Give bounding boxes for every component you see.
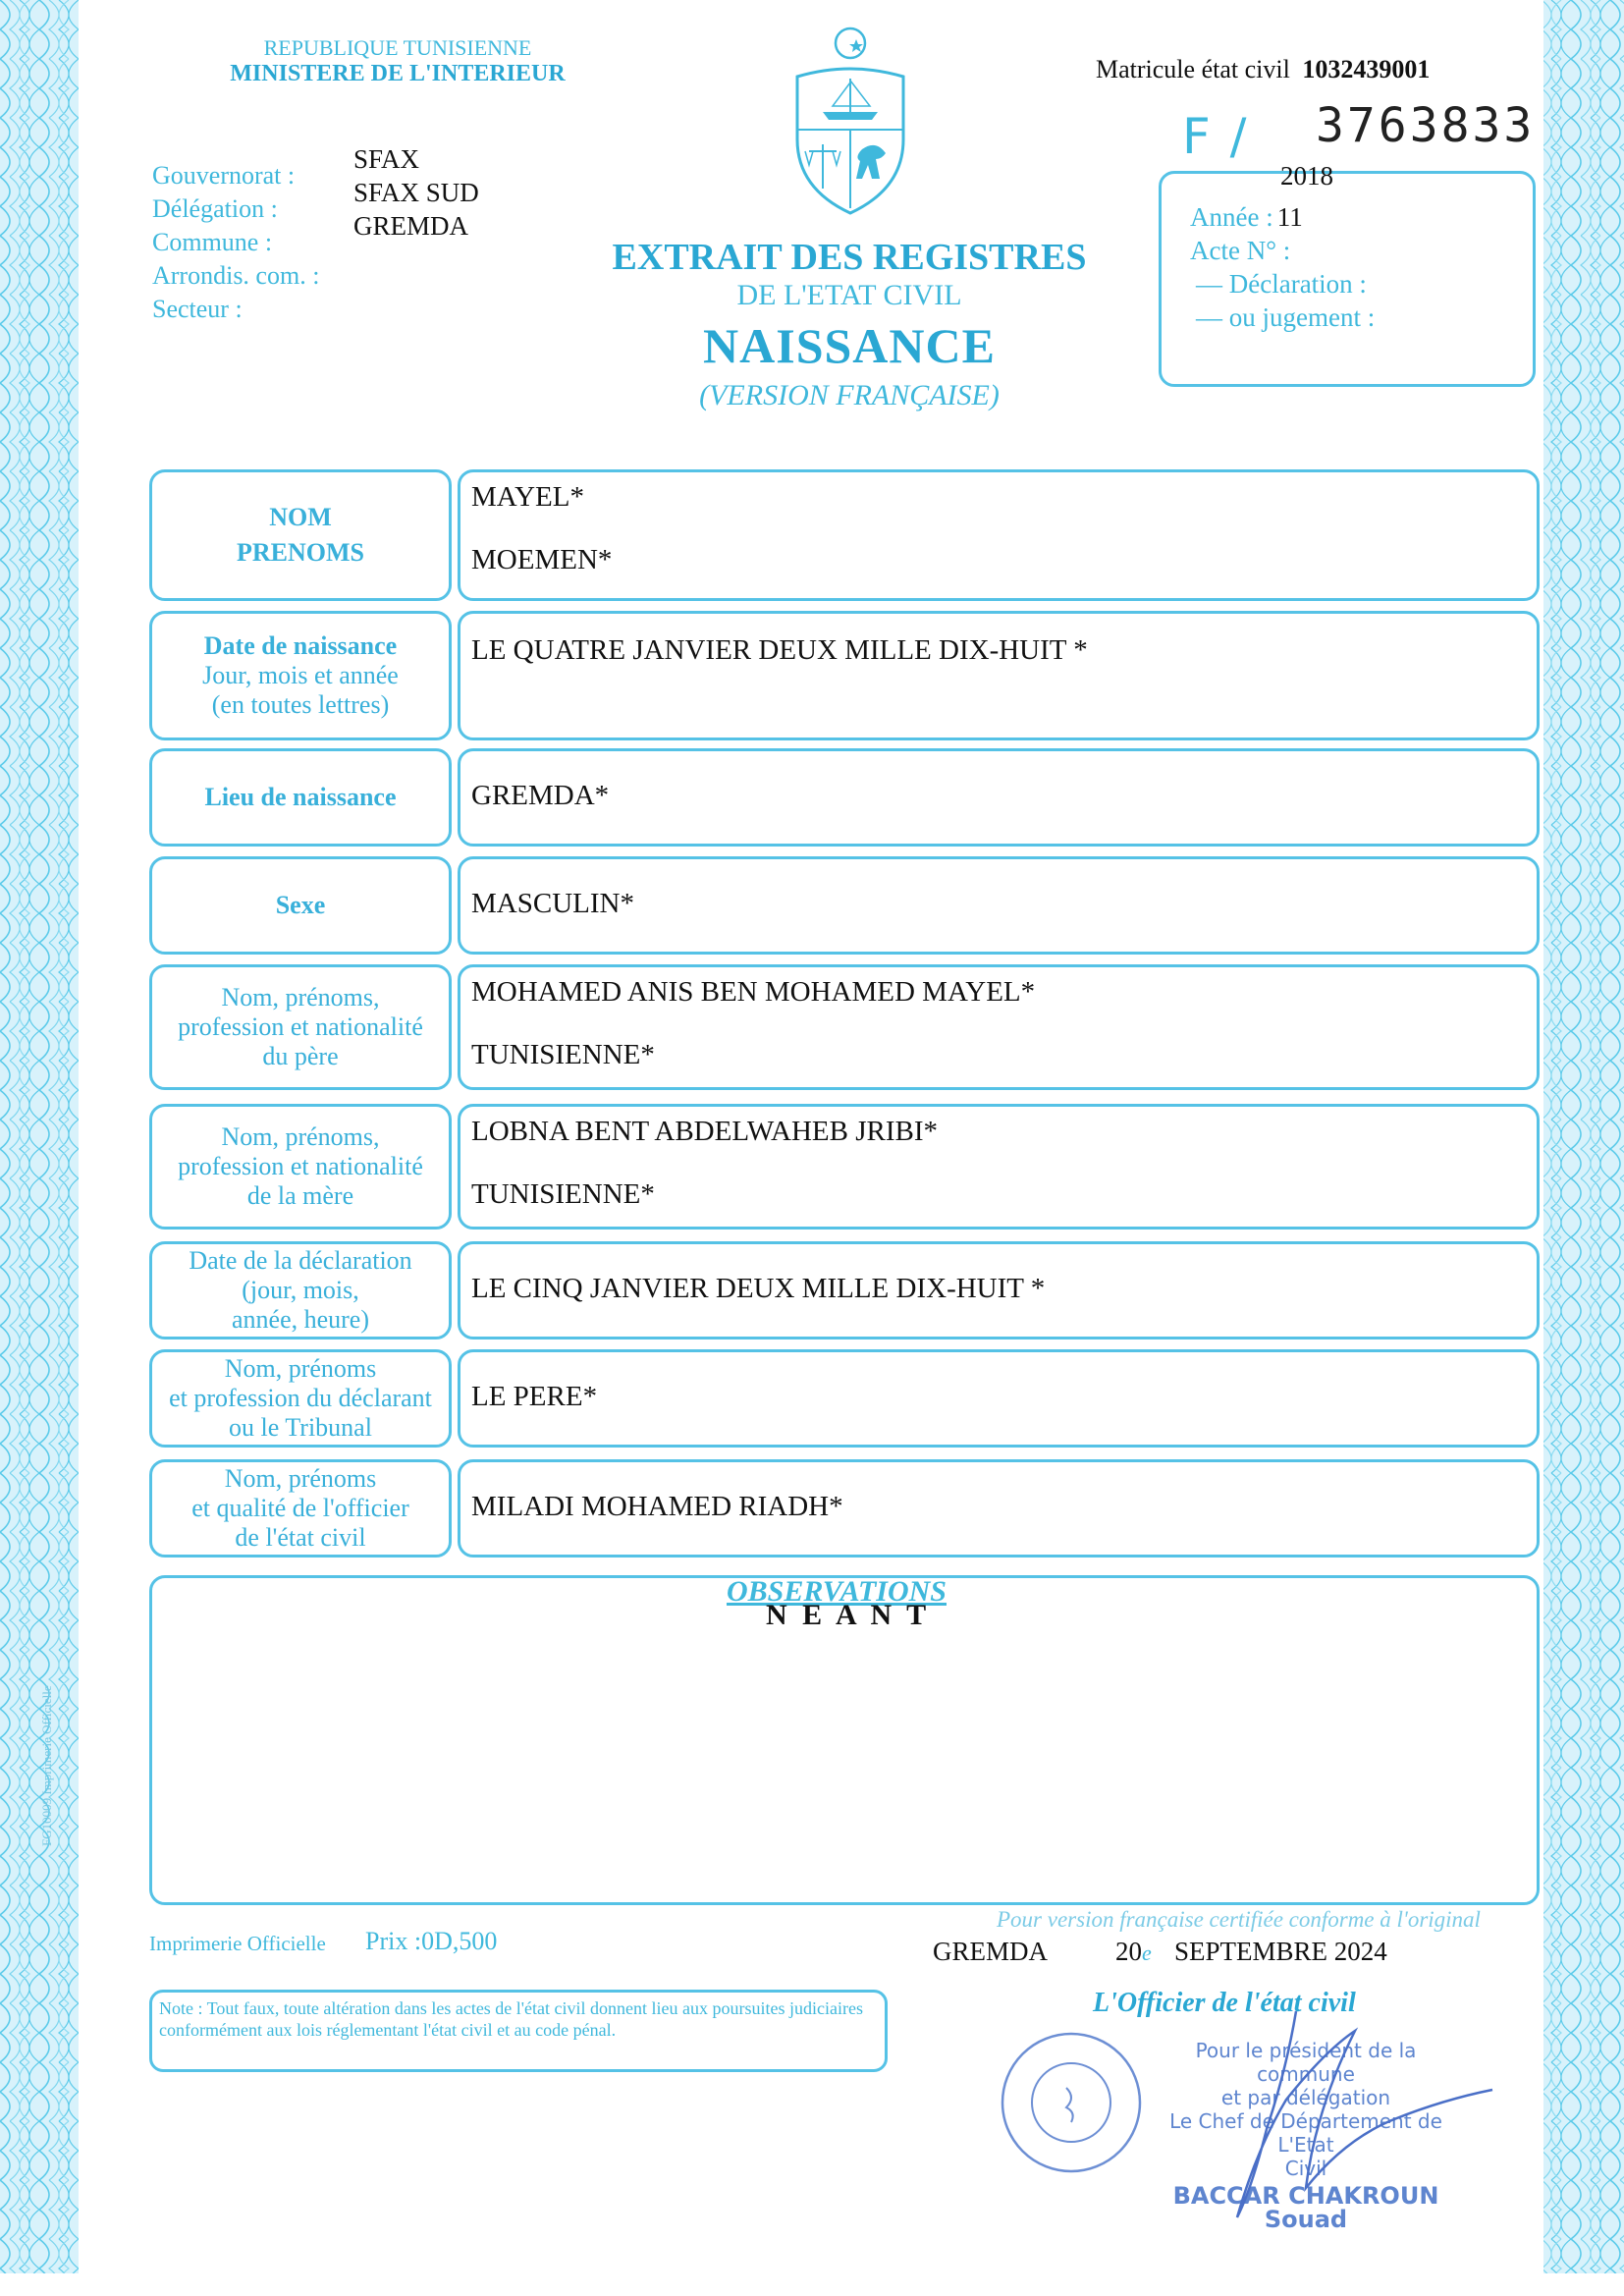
round-stamp-icon [998, 2029, 1145, 2176]
delegation-value: SFAX SUD [353, 178, 479, 207]
stamp-line3: Le Chef de Département de L'Etat [1169, 2109, 1442, 2157]
row-label [149, 780, 452, 815]
row-value: TUNISIENNE* [471, 1178, 655, 1210]
title-line1: EXTRAIT DES REGISTRES [612, 237, 1087, 278]
row-label-line: Nom, prénoms [224, 1354, 377, 1383]
serial-prefix: F / [1182, 108, 1249, 165]
title-line4: (VERSION FRANÇAISE) [699, 379, 1000, 411]
row-value-box [458, 611, 1540, 740]
acte-year-value: 2018 [1280, 161, 1333, 191]
jugement-label: — ou jugement : [1196, 302, 1376, 332]
row-label-line: de la mère [246, 1181, 354, 1210]
matricule-label: Matricule état civil [1096, 55, 1290, 83]
day-value: 20 [1115, 1937, 1142, 1966]
row-label-line: année, heure) [231, 1305, 370, 1334]
gouvernorat-label: Gouvernorat : [152, 161, 296, 190]
matricule-row [1096, 55, 1430, 84]
row-label [149, 1354, 452, 1443]
declaration-label: — Déclaration : [1196, 269, 1367, 299]
acte-label: Acte N° : [1190, 236, 1291, 265]
republic-label: REPUBLIQUE TUNISIENNE [263, 35, 532, 60]
row-value: MAYEL* [471, 481, 584, 513]
row-value-box [458, 1349, 1540, 1448]
row-label-line: profession et nationalité [178, 1152, 423, 1180]
row-label [149, 1122, 452, 1211]
arrondis-label: Arrondis. com. : [152, 261, 320, 290]
row-value-box [458, 748, 1540, 847]
row-label-line: ou le Tribunal [229, 1413, 372, 1442]
row-value: GREMDA* [471, 780, 610, 811]
row-label-line: et qualité de l'officier [191, 1494, 409, 1522]
row-label-line: Nom, prénoms [224, 1464, 377, 1493]
row-label [149, 983, 452, 1071]
row-label-line: de l'état civil [235, 1523, 366, 1552]
row-label-line: Nom, prénoms, [221, 983, 380, 1011]
certified-text: Pour version française certifiée conforme à l'original [997, 1907, 1481, 1932]
row-label-line: PRENOMS [237, 538, 364, 567]
row-value: LE CINQ JANVIER DEUX MILLE DIX-HUIT * [471, 1273, 1046, 1304]
serial-number: 3763833 [1316, 98, 1536, 153]
row-label-line: Date de la déclaration [189, 1246, 412, 1275]
row-value: MOEMEN* [471, 544, 613, 575]
coat-of-arms-icon [784, 22, 917, 218]
annee-label: Année : [1190, 202, 1273, 232]
row-label [149, 500, 452, 571]
acte-labels [1190, 200, 1375, 334]
row-label-line: (jour, mois, [242, 1276, 359, 1304]
observations-value: N E A N T [766, 1599, 931, 1631]
row-label [149, 1464, 452, 1553]
row-label-line: Jour, mois et année [202, 661, 399, 689]
note-text: Note : Tout faux, toute altération dans les actes de l'état civil donnent lieu aux poursuites judiciaires conformément aux lois réglementant l'état civil et au code pénal. [159, 1998, 863, 2040]
row-value: TUNISIENNE* [471, 1039, 655, 1070]
row-label-line: Sexe [275, 891, 326, 919]
row-value: LOBNA BENT ABDELWAHEB JRIBI* [471, 1116, 939, 1147]
row-label-line: et profession du déclarant [169, 1384, 432, 1412]
commune-label: Commune : [152, 228, 273, 256]
row-value-box [458, 469, 1540, 601]
row-label [149, 888, 452, 923]
row-label-line: Nom, prénoms, [221, 1122, 380, 1151]
location-values [353, 142, 479, 243]
stamp-line5: BACCAR CHAKROUN Souad [1172, 2182, 1439, 2233]
location-labels [152, 159, 319, 326]
delegation-label: Délégation : [152, 194, 278, 223]
month-year-text: SEPTEMBRE 2024 [1174, 1937, 1387, 1966]
row-label-line: (en toutes lettres) [211, 690, 390, 719]
row-label-line: profession et nationalité [178, 1012, 423, 1041]
day-text [1115, 1937, 1152, 1967]
day-suffix: e [1142, 1941, 1152, 1965]
stamp-line1: Pour le président de la commune [1195, 2039, 1417, 2086]
gouvernorat-value: SFAX [353, 144, 420, 174]
row-label-line: Lieu de naissance [204, 783, 397, 811]
signature-icon [1198, 1992, 1512, 2227]
prix-label: Prix :0D,500 [365, 1927, 498, 1955]
row-value: MOHAMED ANIS BEN MOHAMED MAYEL* [471, 976, 1036, 1008]
row-label-line: Date de naissance [203, 631, 398, 660]
observations-label: OBSERVATIONS [727, 1575, 947, 1608]
side-print: FG10009 Imprimerie Officielle [39, 1685, 54, 1846]
annee-value: 11 [1276, 202, 1303, 232]
stamp-line2: et par délégation [1220, 2086, 1391, 2109]
row-value: MILADI MOHAMED RIADH* [471, 1491, 843, 1522]
row-label [149, 631, 452, 720]
row-label-line: du père [262, 1042, 339, 1070]
secteur-label: Secteur : [152, 295, 243, 323]
row-value: MASCULIN* [471, 888, 634, 919]
commune-value: GREMDA [353, 211, 469, 241]
ministry-label: MINISTERE DE L'INTERIEUR [230, 61, 566, 86]
place-text: GREMDA [933, 1937, 1049, 1966]
row-label-line: NOM [269, 503, 332, 531]
officer-title: L'Officier de l'état civil [1093, 1988, 1356, 2018]
row-value: LE QUATRE JANVIER DEUX MILLE DIX-HUIT * [471, 634, 1088, 666]
row-value: LE PERE* [471, 1381, 598, 1412]
stamp-line4: Civil [1284, 2157, 1327, 2180]
row-label [149, 1246, 452, 1335]
document-title [550, 236, 1149, 412]
title-line3: NAISSANCE [703, 318, 996, 373]
imprimerie-label: Imprimerie Officielle [149, 1932, 326, 1955]
matricule-value: 1032439001 [1302, 55, 1431, 83]
title-line2: DE L'ETAT CIVIL [736, 279, 962, 311]
